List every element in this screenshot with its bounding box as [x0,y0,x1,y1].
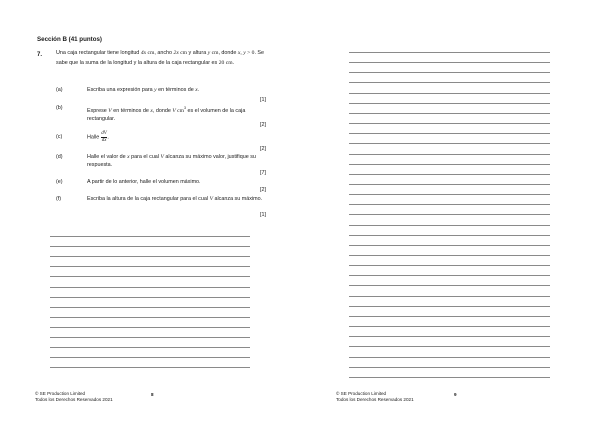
answer-line [349,62,550,63]
footer-copyright: © SE Production Limited Todos los Derechos Reservados 2021 [336,391,414,403]
answer-line [349,377,550,378]
answer-line [349,214,550,215]
marks: [1] [260,212,266,218]
answer-line [50,347,250,348]
answer-line [349,265,550,266]
answer-line [349,285,550,286]
answer-line [50,287,250,288]
part-label: (d) [56,154,63,160]
answer-line [349,306,550,307]
answer-line [50,367,250,368]
answer-lines [50,0,250,424]
answer-line [349,52,550,53]
answer-line [349,346,550,347]
answer-line [349,235,550,236]
answer-line [50,246,250,247]
answer-line [349,143,550,144]
marks: [2] [260,187,266,193]
answer-line [50,337,250,338]
answer-line [349,245,550,246]
answer-line [349,82,550,83]
part-text: Escriba la altura de la caja rectangular para el cual V alcanza su máximo. [87,196,263,202]
part-label: (e) [56,179,63,185]
answer-line [50,256,250,257]
answer-line [349,367,550,368]
answer-line [349,204,550,205]
answer-line [349,103,550,104]
marks: [7] [260,170,266,176]
part-label: (c) [56,134,63,140]
answer-line [349,194,550,195]
answer-line [50,276,250,277]
section-title: Sección B (41 puntos) [37,36,102,43]
answer-line [50,297,250,298]
answer-line [50,307,250,308]
answer-line [349,164,550,165]
right-page [300,0,600,424]
answer-line [349,154,550,155]
part-label: (f) [56,196,62,202]
question-number: 7. [37,52,43,58]
answer-line [349,326,550,327]
part-label: (b) [56,105,63,111]
answer-line [349,357,550,358]
answer-line [349,184,550,185]
marks: [2] [260,146,266,152]
part-text: Halle el valor de x para el cual V alcanza su máximo valor, justifique su respuesta. [87,154,256,168]
answer-line [349,296,550,297]
marks: [2] [260,122,266,128]
footer-copyright: © SE Production Limited Todos los Derechos Reservados 2021 [35,391,113,403]
answer-line [349,275,550,276]
marks: [1] [260,97,266,103]
answer-line [50,317,250,318]
answer-line [349,225,550,226]
answer-line [349,316,550,317]
derivative-fraction: $\frac{dV}{dx}$ [101,131,107,143]
answer-line [349,72,550,73]
part-text: Escriba una expresión para y en términos de x. [87,87,200,93]
page-number: 9 [454,392,457,397]
part-label: (a) [56,87,63,93]
answer-line [50,236,250,237]
answer-line [349,174,550,175]
answer-line [50,357,250,358]
answer-line [349,113,550,114]
page-number: 8 [151,392,154,397]
answer-line [349,133,550,134]
answer-line [349,93,550,94]
part-text: Halle $\frac{dV}{dx}$ . [87,131,109,143]
answer-line [50,266,250,267]
answer-line [349,123,550,124]
part-text: Exprese V en términos de x, donde V $cm^3$ es el volumen de la caja rectangular. [87,106,246,122]
answer-line [50,327,250,328]
answer-lines [349,0,550,424]
answer-line [349,336,550,337]
answer-line [349,255,550,256]
part-text: A partir de lo anterior, halle el volumen máximo. [87,179,201,185]
question-intro: Una caja rectangular tiene longitud 4x cm, ancho 2x cm y altura y cm, donde x, y > 0. Se sabe que la suma de la longitud y la altura de la caja rectangular es 20 cm. [56,50,265,66]
